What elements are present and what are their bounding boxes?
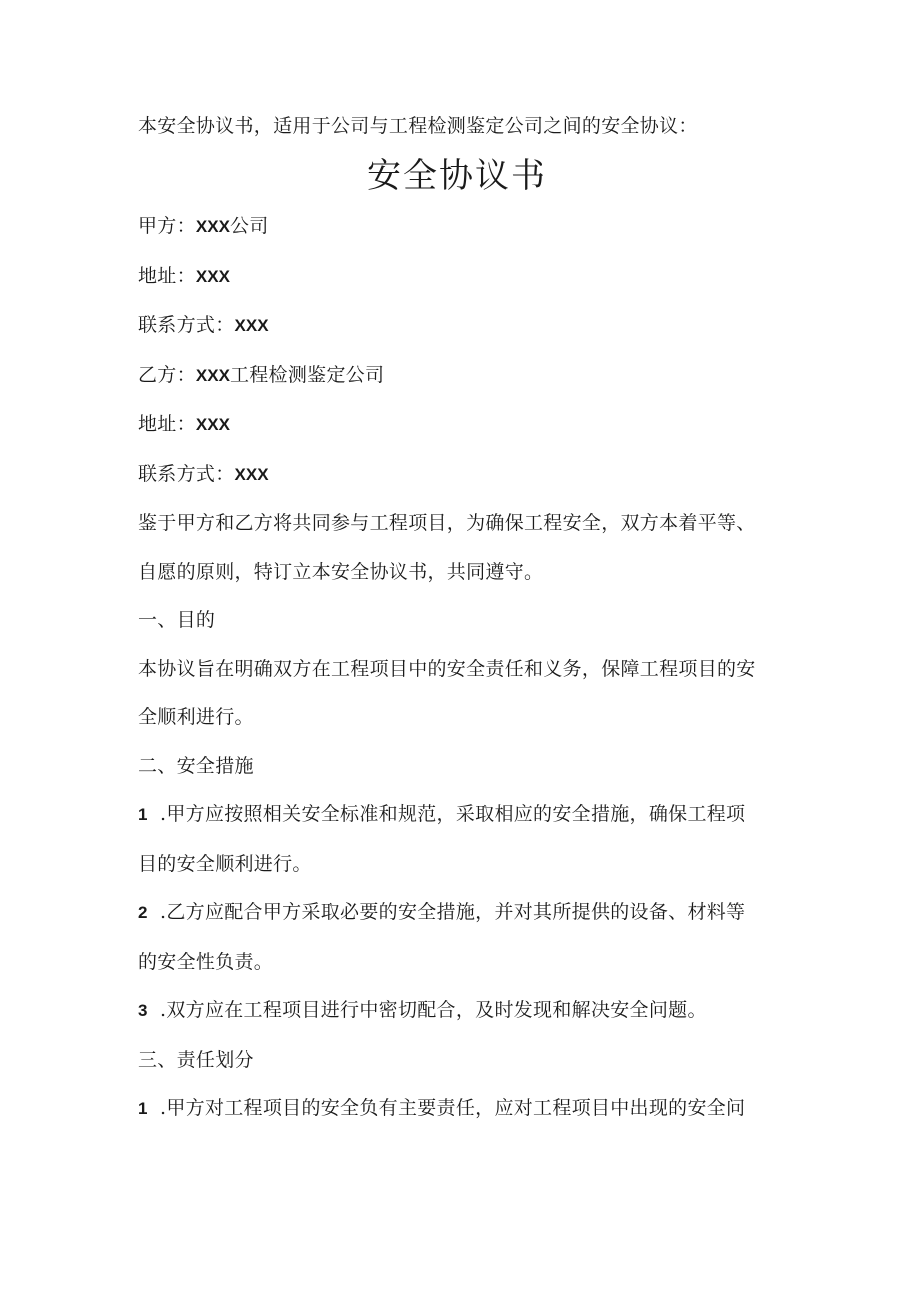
party-b-label: 乙方： bbox=[138, 363, 196, 386]
section-1-line-2: 全顺利进行。 bbox=[138, 706, 254, 728]
party-b-name-suffix: 工程检测鉴定公司 bbox=[229, 363, 385, 386]
party-a-name bbox=[138, 202, 780, 252]
section-2-item-1-number: 1 bbox=[138, 805, 148, 824]
party-a-address-label: 地址： bbox=[138, 264, 196, 287]
section-3-item-1-line-1 bbox=[138, 1084, 780, 1134]
party-a-address-value: XXX bbox=[195, 266, 230, 286]
intro-text: 本安全协议书，适用于公司与工程检测鉴定公司之间的安全协议： bbox=[138, 115, 698, 137]
party-a-address bbox=[138, 252, 780, 302]
section-3-heading: 三、责任划分 bbox=[138, 1048, 254, 1071]
section-2-item-2-line-1 bbox=[138, 888, 780, 938]
section-2-item-1-line-1 bbox=[138, 790, 780, 840]
preamble-line-2: 自愿的原则，特订立本安全协议书，共同遵守。 bbox=[138, 560, 544, 583]
party-b-name-placeholder: XXX bbox=[195, 365, 230, 385]
section-2-item-1-line-2: 目的安全顺利进行。 bbox=[138, 852, 312, 875]
party-a-name-placeholder: XXX bbox=[195, 217, 230, 236]
party-b-contact-value: XXX bbox=[234, 464, 269, 484]
section-2-item-3-text: .双方应在工程项目进行中密切配合，及时发现和解决安全问题。 bbox=[160, 999, 707, 1021]
section-3-item-1-text: .甲方对工程项目的安全负有主要责任，应对工程项目中出现的安全问 bbox=[160, 1097, 746, 1119]
party-a-name-suffix: 公司 bbox=[229, 215, 269, 237]
section-2-item-2-line-2: 的安全性负责。 bbox=[138, 950, 274, 973]
party-b-contact-label: 联系方式： bbox=[138, 462, 235, 485]
section-2-item-2-text: .乙方应配合甲方采取必要的安全措施，并对其所提供的设备、材料等 bbox=[160, 901, 746, 923]
party-b-address bbox=[138, 400, 780, 450]
section-2-item-3-line-1 bbox=[138, 986, 780, 1036]
section-3-item-1-number: 1 bbox=[138, 1099, 148, 1118]
party-a-contact bbox=[138, 301, 780, 351]
document-body bbox=[138, 202, 780, 1134]
section-2-item-1-text: .甲方应按照相关安全标准和规范，采取相应的安全措施，确保工程项 bbox=[160, 803, 746, 825]
party-a-contact-value: XXX bbox=[234, 316, 269, 335]
section-1-line-1: 本协议旨在明确双方在工程项目中的安全责任和义务，保障工程项目的安 bbox=[138, 657, 756, 680]
party-b-address-label: 地址： bbox=[138, 413, 196, 435]
party-b-address-value: XXX bbox=[195, 415, 230, 434]
party-b-name bbox=[138, 351, 780, 401]
section-2-item-3-number: 3 bbox=[138, 1001, 148, 1020]
section-2-heading: 二、安全措施 bbox=[138, 754, 254, 777]
document-title: 安全协议书 bbox=[367, 156, 547, 196]
section-2-item-2-number: 2 bbox=[138, 903, 148, 922]
party-a-contact-label: 联系方式： bbox=[138, 314, 235, 336]
party-b-contact bbox=[138, 450, 780, 500]
preamble-line-1: 鉴于甲方和乙方将共同参与工程项目，为确保工程安全，双方本着平等、 bbox=[138, 512, 756, 534]
party-a-label: 甲方： bbox=[138, 215, 196, 237]
section-1-heading: 一、目的 bbox=[138, 609, 216, 631]
